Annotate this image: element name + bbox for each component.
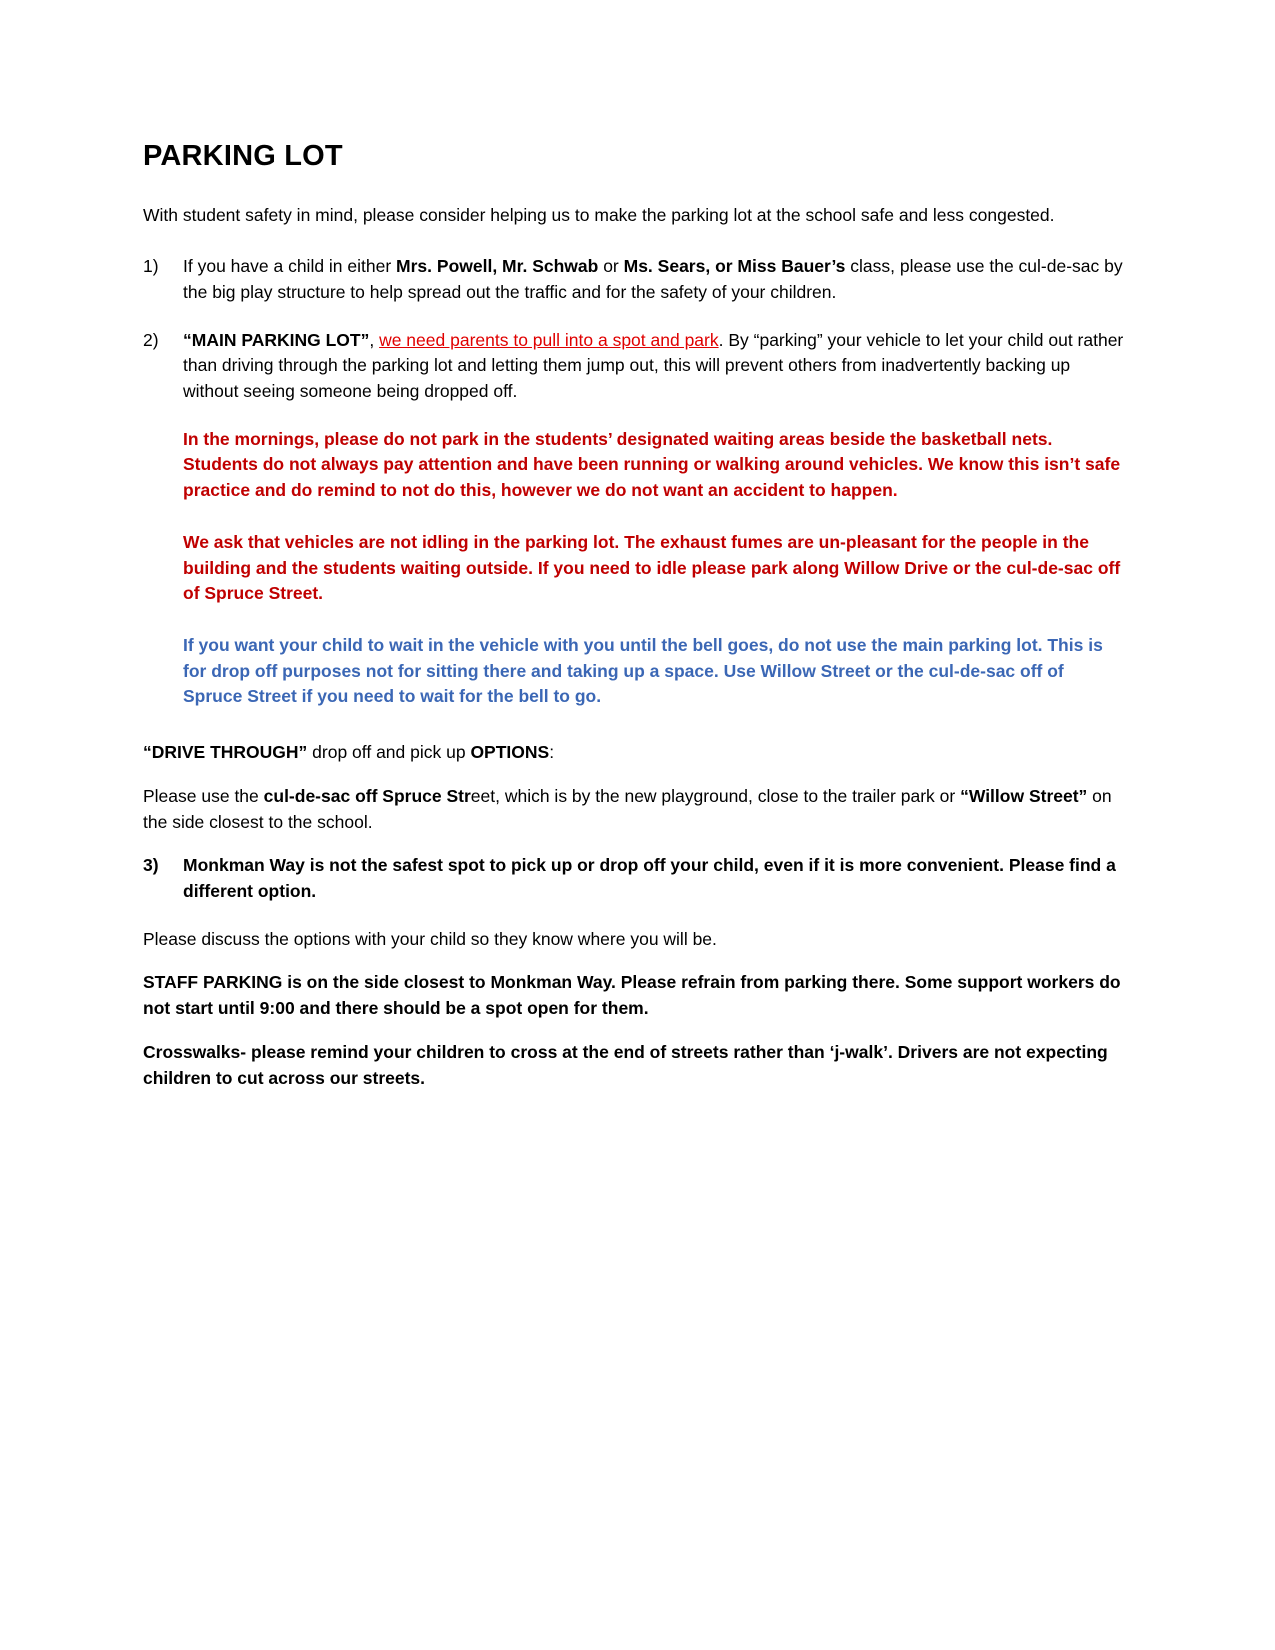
- red-paragraph-mornings-period: .: [892, 480, 898, 501]
- cul-de-sac-part3: on the side closest to the school.: [143, 785, 1112, 832]
- item2-bold-main-parking-lot: “MAIN PARKING LOT”: [183, 329, 370, 350]
- drive-through-bold-label: “DRIVE THROUGH”: [143, 742, 308, 763]
- item2-underlined-red-emphasis: we need parents to pull into a spot and park: [379, 329, 719, 350]
- list-item-3: [143, 853, 1125, 904]
- cul-de-sac-part1: Please use the: [143, 785, 264, 806]
- item1-text-part3: class, please use the cul-de-sac by the big play structure to help spread out the traffic and for the safety of your children.: [183, 256, 1123, 302]
- blue-paragraph-waiting: If you want your child to wait in the vehicle with you until the bell goes, do not use the main parking lot. This is for drop off purposes not for sitting there and taking up a space. Use Willow Street or the cul-de-sac off of Spruce Street if you need to wait for the bell to go.: [183, 634, 1103, 707]
- emphasis-block: [183, 427, 1125, 710]
- item2-comma: ,: [369, 329, 380, 350]
- cul-de-sac-part2: eet, which is by the new playground, close to the trailer park or: [470, 785, 961, 806]
- list-item-3-number-label: 3): [143, 855, 159, 876]
- red-paragraph-mornings: [183, 427, 1125, 504]
- intro-paragraph: With student safety in mind, please consider helping us to make the parking lot at the school safe and less congested.: [143, 205, 1055, 226]
- list-item-2-body: [183, 328, 1125, 405]
- list-item-1-number: 1): [143, 256, 159, 277]
- list-item-2: [143, 328, 1125, 405]
- item1-bold-teachers-2: Ms. Sears, or Miss Bauer’s: [623, 256, 846, 277]
- red-paragraph-idling: We ask that vehicles are not idling in the parking lot. The exhaust fumes are un-pleasant for the people in the building and the students waiting outside. If you need to idle please park along Willow Drive or the cul-de-sac off of Spruce Street.: [183, 531, 1121, 604]
- cul-de-sac-bold-spruce: cul-de-sac off Spruce Str: [263, 785, 471, 806]
- discuss-options-paragraph: Please discuss the options with your child so they know where you will be.: [143, 928, 717, 949]
- list-item-3-number: [143, 853, 183, 904]
- cul-de-sac-paragraph: [143, 784, 1125, 835]
- item2-text-rest: . By “parking” your vehicle to let your child out rather than driving through the parking lot and letting them jump out, this will prevent others from inadvertently backing up without seeing someone being dropped off.: [183, 329, 1124, 401]
- list-item-3-body: Monkman Way is not the safest spot to pick up or drop off your child, even if it is more convenient. Please find a different option.: [183, 855, 1116, 901]
- item1-text-part1: If you have a child in either: [183, 256, 397, 277]
- list-item-2-number: 2): [143, 329, 159, 350]
- page-title: PARKING LOT: [143, 140, 343, 172]
- red-paragraph-mornings-text: In the mornings, please do not park in the students’ designated waiting areas beside the basketball nets. Students do not always pay attention and have been running or walking around vehicles. We know this isn’t safe practice and do remind to not do this, however we do not want an accident to happen: [183, 428, 1121, 501]
- drive-through-colon: :: [549, 742, 555, 763]
- drive-through-mid-text: drop off and pick up: [307, 742, 471, 763]
- item1-text-part2: or: [598, 256, 624, 277]
- cul-de-sac-bold-willow: “Willow Street”: [960, 785, 1088, 806]
- staff-parking-paragraph: STAFF PARKING is on the side closest to Monkman Way. Please refrain from parking there. Some support workers do not start until 9:00 and there should be a spot open for them.: [143, 972, 1121, 1019]
- crosswalks-paragraph: Crosswalks- please remind your children to cross at the end of streets rather than ‘j-walk’. Drivers are not expecting children to cut across our streets.: [143, 1041, 1108, 1088]
- drive-through-options-label: OPTIONS: [470, 742, 550, 763]
- drive-through-heading: [143, 740, 1125, 766]
- item1-bold-teachers-1: Mrs. Powell, Mr. Schwab: [396, 256, 599, 277]
- list-item-1-body: [183, 254, 1125, 305]
- list-item-1: [143, 254, 1125, 305]
